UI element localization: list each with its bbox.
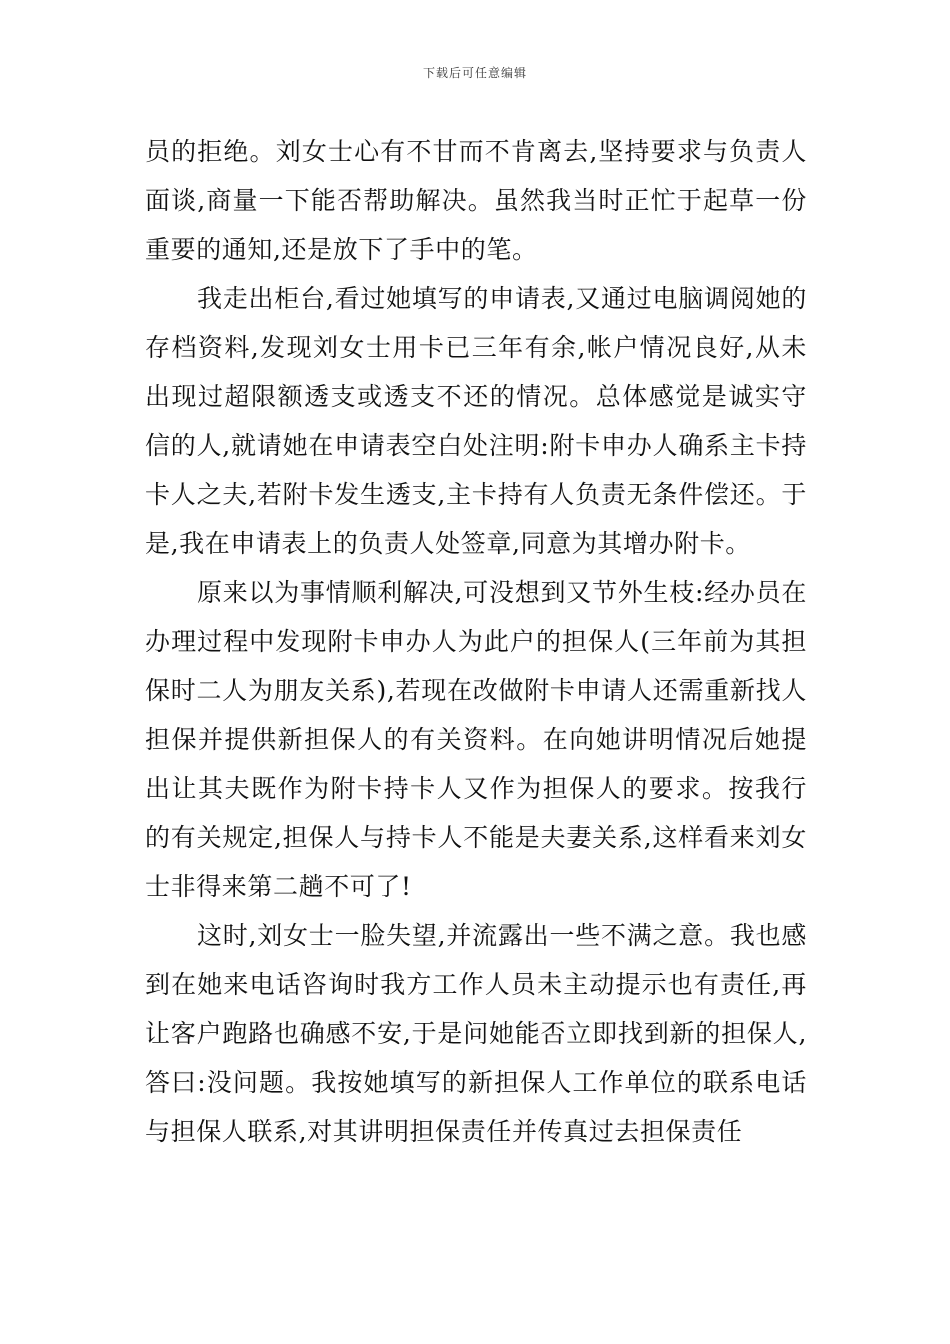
- paragraph-4: 这时,刘女士一脸失望,并流露出一些不满之意。我也感到在她来电话咨询时我方工作人员未主动提示也有责任,再让客户跑路也确感不安,于是问她能否立即找到新的担保人,答曰:没问题。我按她填写的新担保人工作单位的联系电话与担保人联系,对其讲明担保责任并传真过去担保责任: [145, 921, 807, 1146]
- paragraph-1: 员的拒绝。刘女士心有不甘而不肯离去,坚持要求与负责人面谈,商量一下能否帮助解决。虽然我当时正忙于起草一份重要的通知,还是放下了手中的笔。: [145, 137, 807, 264]
- document-body: [145, 127, 807, 1156]
- paragraph-2: 我走出柜台,看过她填写的申请表,又通过电脑调阅她的存档资料,发现刘女士用卡已三年有余,帐户情况良好,从未出现过超限额透支或透支不还的情况。总体感觉是诚实守信的人,就请她在申请表空白处注明:附卡申办人确系主卡持卡人之夫,若附卡发生透支,主卡持有人负责无条件偿还。于是,我在申请表上的负责人处签章,同意为其增办附卡。: [145, 284, 807, 558]
- paragraph-3: 原来以为事情顺利解决,可没想到又节外生枝:经办员在办理过程中发现附卡申办人为此户的担保人(三年前为其担保时二人为朋友关系),若现在改做附卡申请人还需重新找人担保并提供新担保人的有关资料。在向她讲明情况后她提出让其夫既作为附卡持卡人又作为担保人的要求。按我行的有关规定,担保人与持卡人不能是夫妻关系,这样看来刘女士非得来第二趟不可了!: [145, 578, 807, 901]
- page-header: 下载后可任意编辑: [422, 66, 527, 80]
